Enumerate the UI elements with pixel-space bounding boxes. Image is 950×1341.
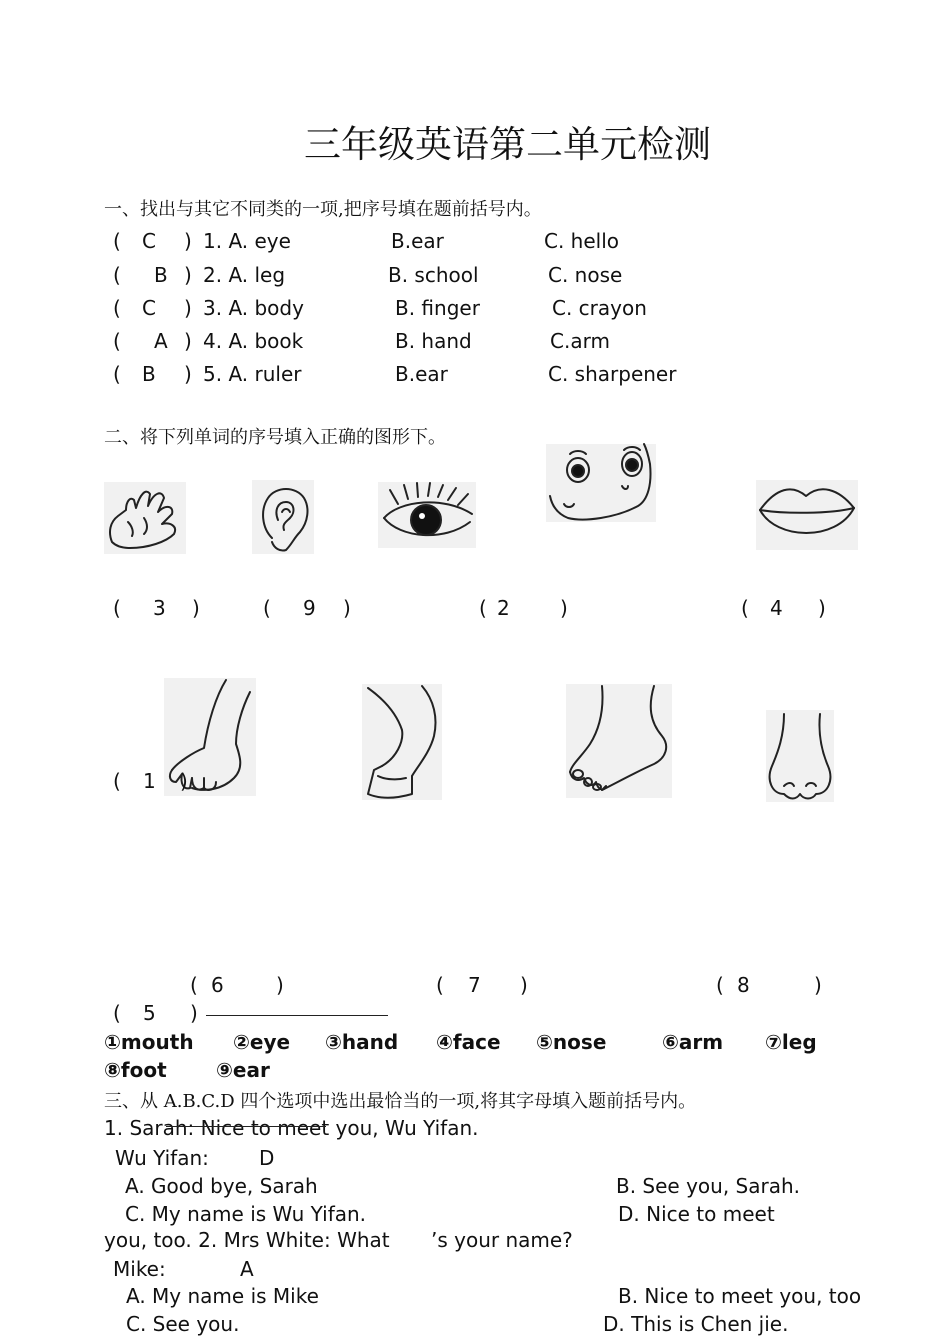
paren-open: ( [113,229,121,253]
answer: A [154,329,168,353]
answer: C [142,229,156,253]
paren-open: ( [113,362,121,386]
section2-heading: 二、将下列单词的序号填入正确的图形下。 [104,427,446,448]
paren-open: ( [113,296,121,320]
mouth-icon [756,480,858,550]
ear-icon [252,480,314,554]
picture-answer: 5 [143,1001,156,1025]
word-item: ⑤nose [536,1030,607,1054]
option-b: B. finger [395,296,480,320]
question-prompt: 1. Sarah: Nice to meet you, Wu Yifan. [104,1116,479,1140]
paren-close: ) [184,263,192,287]
question-answer: A [240,1257,254,1281]
paren-close: ) [184,229,192,253]
paren-open: ( [190,973,198,997]
option-a: 1. A. eye [203,229,291,253]
word-item: ⑨ear [216,1058,270,1082]
choice-b: B. Nice to meet you, too [618,1284,862,1308]
option-b: B. hand [395,329,472,353]
picture-answer: 8 [737,973,750,997]
answer: B [154,263,168,287]
eye-icon [378,482,476,548]
paren-open: ( [113,596,121,620]
option-a: 2. A. leg [203,263,286,287]
word-item: ⑦leg [765,1030,817,1054]
option-a: 4. A. book [203,329,304,353]
choice-c: C. See you. [126,1312,240,1336]
nose-icon [766,710,834,802]
paren-close: ) [184,296,192,320]
question-answer: D [259,1146,275,1170]
reply-speaker: Mike: [113,1257,166,1281]
picture-answer: 7 [468,973,481,997]
paren-open: ( [113,1001,121,1025]
choice-d: D. This is Chen jie. [603,1312,789,1336]
paren-open: ( [263,596,271,620]
paren-close: ) [814,973,822,997]
option-c: C. nose [548,263,623,287]
paren-close: ) [276,973,284,997]
word-item: ③hand [325,1030,399,1054]
picture-answer: 1 [143,769,156,793]
choice-b: B. See you, Sarah. [616,1174,801,1198]
word-item: ⑧foot [104,1058,167,1082]
choice-d: D. Nice to meet [618,1202,775,1226]
picture-answer: 4 [770,596,783,620]
paren-open: ( [716,973,724,997]
paren-close: ) [818,596,826,620]
paren-open: ( [113,329,121,353]
paren-open: ( [113,263,121,287]
picture-answer: 3 [153,596,166,620]
leg-icon [362,684,442,800]
paren-open: ( [479,596,487,620]
paren-close: ) [190,1001,198,1025]
paren-close: ) [184,362,192,386]
paren-open: ( [741,596,749,620]
picture-answer: 2 [497,596,510,620]
word-item: ④face [436,1030,501,1054]
paren-close: ) [192,596,200,620]
paren-close: ) [343,596,351,620]
answer: C [142,296,156,320]
option-b: B. school [388,263,479,287]
section3-heading: 三、从 A.B.C.D 四个选项中选出最恰当的一项,将其字母填入题前括号内。 [104,1091,697,1112]
paren-open: ( [436,973,444,997]
option-b: B.ear [391,229,444,253]
choice-c: C. My name is Wu Yifan. [125,1202,367,1226]
word-item: ②eye [233,1030,291,1054]
word-item: ①mouth [104,1030,194,1054]
foot-icon [566,684,672,798]
picture-answer: 9 [303,596,316,620]
face-icon [546,444,656,522]
paren-close: ) [180,769,188,793]
paren-close: ) [560,596,568,620]
option-c: C. crayon [552,296,647,320]
strike-line [166,1126,326,1127]
word-item: ⑥arm [662,1030,724,1054]
option-c: C. sharpener [548,362,677,386]
answer: B [142,362,156,386]
question-prompt-tail: ’s your name? [431,1228,573,1252]
hand-icon [104,482,186,554]
option-c: C.arm [550,329,610,353]
option-c: C. hello [544,229,620,253]
page-title: 三年级英语第二单元检测 [304,123,711,166]
arm-icon [164,678,256,796]
answer-underline [206,1015,388,1016]
choice-a: A. My name is Mike [126,1284,319,1308]
question-prompt: you, too. 2. Mrs White: What [104,1228,390,1252]
section1-heading: 一、找出与其它不同类的一项,把序号填在题前括号内。 [104,199,542,220]
paren-close: ) [184,329,192,353]
reply-speaker: Wu Yifan: [115,1146,209,1170]
paren-close: ) [520,973,528,997]
choice-a: A. Good bye, Sarah [125,1174,318,1198]
picture-answer: 6 [211,973,224,997]
option-a: 5. A. ruler [203,362,302,386]
paren-open: ( [113,769,121,793]
option-a: 3. A. body [203,296,304,320]
option-b: B.ear [395,362,448,386]
